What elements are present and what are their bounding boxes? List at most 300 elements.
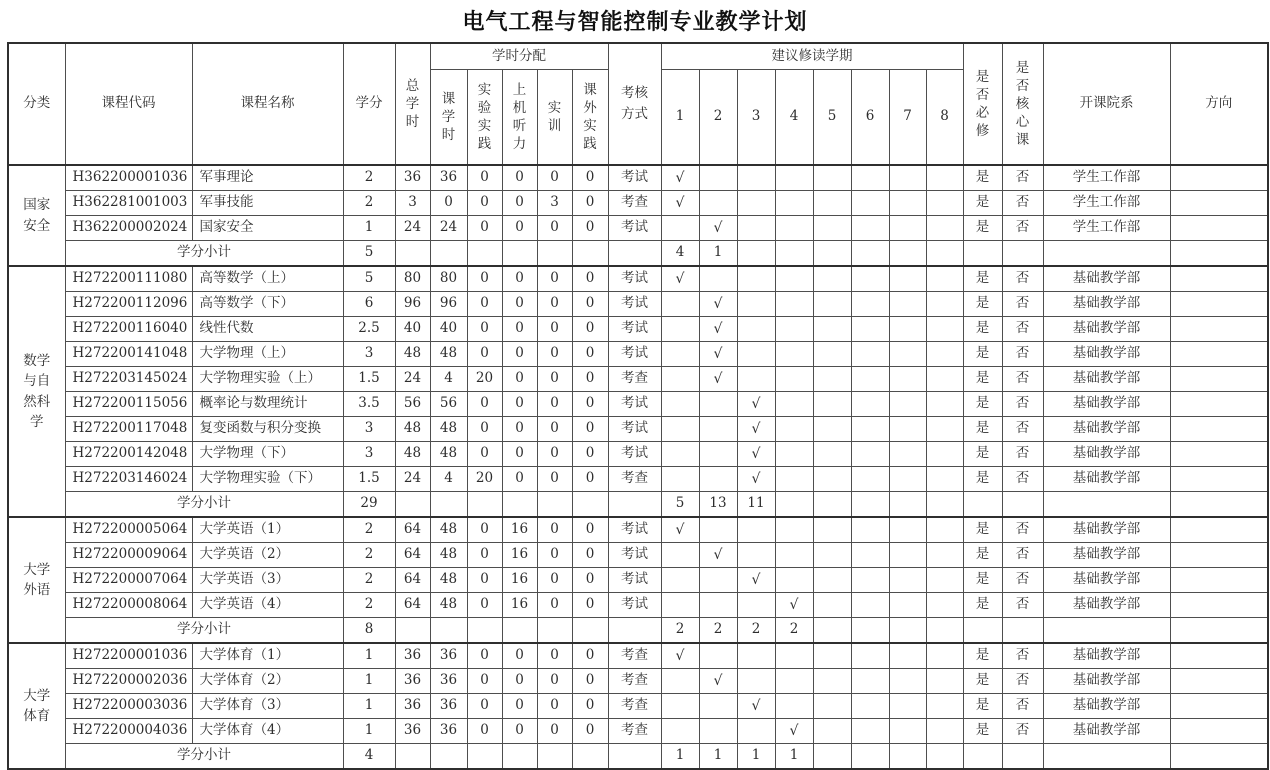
- hours-cell: 48: [430, 417, 467, 442]
- semester-cell: [851, 191, 889, 216]
- credits-cell: 1: [343, 216, 395, 241]
- semester-cell: [813, 317, 851, 342]
- col-header-semester-2: [699, 70, 737, 166]
- semester-cell: [661, 392, 699, 417]
- core-cell: 否: [1002, 719, 1043, 744]
- credits-cell: 6: [343, 292, 395, 317]
- semester-cell: [813, 165, 851, 191]
- table-body: [8, 165, 1268, 769]
- hours-cell: 0: [467, 216, 502, 241]
- col-header-practical-training: [537, 70, 572, 166]
- semester-cell: √: [737, 392, 775, 417]
- hours-cell: 48: [430, 517, 467, 543]
- hours-cell: 20: [467, 367, 502, 392]
- department-cell: 学生工作部: [1043, 216, 1170, 241]
- hours-cell: 0: [537, 669, 572, 694]
- semester-subtotal-cell: [851, 618, 889, 644]
- hours-cell: 0: [572, 417, 608, 442]
- semester-cell: [661, 593, 699, 618]
- assessment-cell: 考试: [608, 342, 661, 367]
- semester-cell: [851, 266, 889, 292]
- course-code-cell: H272200005064: [65, 517, 192, 543]
- col-header-semester-5-label: 5: [827, 108, 837, 125]
- hours-cell: 16: [502, 568, 537, 593]
- course-row: [8, 568, 1268, 593]
- semester-cell: [813, 417, 851, 442]
- credits-cell: 1: [343, 719, 395, 744]
- required-cell: 是: [963, 467, 1002, 492]
- hours-cell: 0: [572, 367, 608, 392]
- department-cell: 基础教学部: [1043, 517, 1170, 543]
- hours-cell: [572, 744, 608, 770]
- required-cell: 是: [963, 165, 1002, 191]
- semester-cell: √: [661, 191, 699, 216]
- semester-cell: [775, 317, 813, 342]
- total-hours-cell: 96: [395, 292, 430, 317]
- direction-cell: [1170, 517, 1268, 543]
- semester-subtotal-cell: [775, 241, 813, 267]
- hours-cell: 24: [430, 216, 467, 241]
- semester-subtotal-cell: 2: [775, 618, 813, 644]
- hours-cell: 0: [467, 266, 502, 292]
- course-name-cell: 大学体育（3）: [192, 694, 343, 719]
- hours-cell: 36: [430, 719, 467, 744]
- hours-cell: 0: [467, 317, 502, 342]
- core-cell: 否: [1002, 593, 1043, 618]
- semester-cell: [813, 517, 851, 543]
- direction-cell: [1170, 292, 1268, 317]
- group-header-suggested-semesters: [661, 43, 963, 70]
- course-code-cell: H362200001036: [65, 165, 192, 191]
- category-label: 大学外语: [23, 561, 51, 598]
- semester-cell: [775, 442, 813, 467]
- assessment-cell: 考试: [608, 165, 661, 191]
- semester-subtotal-cell: [737, 241, 775, 267]
- hours-cell: 0: [467, 694, 502, 719]
- department-cell: 基础教学部: [1043, 342, 1170, 367]
- total-hours-cell: 3: [395, 191, 430, 216]
- semester-cell: [661, 367, 699, 392]
- core-cell: 否: [1002, 467, 1043, 492]
- category-label: 数学与自然科学: [23, 353, 51, 430]
- direction-cell: [1170, 241, 1268, 267]
- assessment-cell: 考试: [608, 543, 661, 568]
- total-hours-cell: [395, 744, 430, 770]
- direction-cell: [1170, 618, 1268, 644]
- semester-cell: [699, 191, 737, 216]
- course-name-cell: 国家安全: [192, 216, 343, 241]
- semester-cell: [775, 367, 813, 392]
- hours-cell: 48: [430, 342, 467, 367]
- hours-cell: 0: [537, 517, 572, 543]
- department-cell: [1043, 492, 1170, 518]
- hours-cell: 0: [502, 342, 537, 367]
- semester-subtotal-cell: 2: [661, 618, 699, 644]
- department-cell: 基础教学部: [1043, 643, 1170, 669]
- semester-cell: [699, 593, 737, 618]
- semester-cell: [661, 292, 699, 317]
- semester-subtotal-cell: [775, 492, 813, 518]
- hours-cell: [502, 241, 537, 267]
- course-code-cell: H362281001003: [65, 191, 192, 216]
- hours-cell: [572, 492, 608, 518]
- col-header-total-hours: [395, 43, 430, 165]
- semester-cell: [737, 669, 775, 694]
- total-hours-cell: 64: [395, 517, 430, 543]
- semester-cell: [813, 643, 851, 669]
- hours-cell: 0: [467, 593, 502, 618]
- hours-cell: 36: [430, 669, 467, 694]
- semester-cell: [699, 568, 737, 593]
- direction-cell: [1170, 568, 1268, 593]
- hours-cell: [467, 744, 502, 770]
- required-cell: 是: [963, 568, 1002, 593]
- course-row: [8, 317, 1268, 342]
- semester-cell: [813, 367, 851, 392]
- hours-cell: 0: [537, 292, 572, 317]
- hours-cell: [572, 241, 608, 267]
- assessment-cell: 考试: [608, 442, 661, 467]
- total-hours-cell: 24: [395, 367, 430, 392]
- hours-cell: 0: [467, 191, 502, 216]
- credits-cell: 3.5: [343, 392, 395, 417]
- semester-cell: [813, 292, 851, 317]
- hours-cell: 0: [537, 568, 572, 593]
- total-hours-cell: 36: [395, 719, 430, 744]
- semester-cell: [926, 191, 963, 216]
- hours-cell: 0: [467, 568, 502, 593]
- hours-cell: [537, 744, 572, 770]
- course-code-cell: H272200002036: [65, 669, 192, 694]
- hours-cell: 16: [502, 593, 537, 618]
- department-cell: [1043, 744, 1170, 770]
- semester-cell: [737, 719, 775, 744]
- col-header-course-name: [192, 43, 343, 165]
- col-header-assessment-method: [608, 43, 661, 165]
- semester-cell: [889, 342, 926, 367]
- semester-cell: [926, 165, 963, 191]
- course-name-cell: 大学物理（上）: [192, 342, 343, 367]
- col-header-semester-5: [813, 70, 851, 166]
- semester-cell: [889, 266, 926, 292]
- hours-cell: 16: [502, 517, 537, 543]
- hours-cell: 0: [502, 392, 537, 417]
- semester-cell: [775, 342, 813, 367]
- col-header-department: [1043, 43, 1170, 165]
- semester-subtotal-cell: [926, 744, 963, 770]
- semester-cell: [813, 543, 851, 568]
- hours-cell: 0: [572, 392, 608, 417]
- hours-cell: 3: [537, 191, 572, 216]
- col-header-semester-8-label: 8: [940, 108, 949, 125]
- semester-subtotal-cell: [851, 492, 889, 518]
- course-code-cell: H272200115056: [65, 392, 192, 417]
- semester-cell: [775, 292, 813, 317]
- col-header-course-code-label: 课程代码: [101, 95, 156, 112]
- core-cell: [1002, 492, 1043, 518]
- semester-cell: [775, 568, 813, 593]
- credits-cell: 2: [343, 568, 395, 593]
- required-cell: 是: [963, 517, 1002, 543]
- department-cell: 学生工作部: [1043, 191, 1170, 216]
- hours-cell: [430, 241, 467, 267]
- assessment-cell: 考查: [608, 719, 661, 744]
- semester-cell: √: [699, 669, 737, 694]
- required-cell: [963, 744, 1002, 770]
- course-row: [8, 467, 1268, 492]
- course-code-cell: H272203145024: [65, 367, 192, 392]
- semester-cell: [851, 543, 889, 568]
- core-cell: 否: [1002, 543, 1043, 568]
- hours-cell: 0: [502, 317, 537, 342]
- semester-cell: [851, 568, 889, 593]
- semester-cell: [851, 342, 889, 367]
- table-header: [8, 43, 1268, 165]
- required-cell: 是: [963, 417, 1002, 442]
- semester-subtotal-cell: 11: [737, 492, 775, 518]
- course-name-cell: 大学物理实验（上）: [192, 367, 343, 392]
- semester-cell: [926, 392, 963, 417]
- semester-cell: [737, 292, 775, 317]
- course-name-cell: 大学体育（4）: [192, 719, 343, 744]
- hours-cell: 0: [502, 467, 537, 492]
- direction-cell: [1170, 442, 1268, 467]
- semester-subtotal-cell: [813, 618, 851, 644]
- semester-cell: √: [775, 719, 813, 744]
- col-header-department-label: 开课院系: [1079, 95, 1134, 112]
- course-code-cell: H272200141048: [65, 342, 192, 367]
- semester-cell: [699, 694, 737, 719]
- semester-cell: [889, 317, 926, 342]
- semester-cell: [737, 266, 775, 292]
- semester-cell: [813, 442, 851, 467]
- hours-cell: 0: [502, 669, 537, 694]
- semester-cell: [851, 216, 889, 241]
- semester-subtotal-cell: [926, 241, 963, 267]
- semester-cell: [775, 266, 813, 292]
- semester-subtotal-cell: [926, 492, 963, 518]
- course-row: [8, 593, 1268, 618]
- required-cell: 是: [963, 342, 1002, 367]
- semester-cell: [737, 317, 775, 342]
- semester-cell: [889, 643, 926, 669]
- hours-cell: 0: [537, 643, 572, 669]
- semester-cell: [851, 317, 889, 342]
- semester-cell: [851, 467, 889, 492]
- course-name-cell: 军事技能: [192, 191, 343, 216]
- hours-cell: 0: [537, 266, 572, 292]
- hours-cell: 48: [430, 543, 467, 568]
- semester-cell: [889, 543, 926, 568]
- hours-cell: 0: [502, 643, 537, 669]
- semester-cell: √: [737, 417, 775, 442]
- semester-cell: [661, 719, 699, 744]
- department-cell: 基础教学部: [1043, 266, 1170, 292]
- col-header-experiment-practice-label: 实验实践: [477, 81, 492, 153]
- hours-cell: [502, 492, 537, 518]
- semester-cell: [775, 694, 813, 719]
- assessment-cell: 考试: [608, 392, 661, 417]
- semester-cell: [813, 568, 851, 593]
- required-cell: 是: [963, 367, 1002, 392]
- semester-cell: [851, 719, 889, 744]
- hours-cell: 0: [572, 191, 608, 216]
- semester-cell: √: [699, 342, 737, 367]
- semester-cell: [851, 694, 889, 719]
- semester-cell: [661, 317, 699, 342]
- hours-cell: [537, 492, 572, 518]
- core-cell: 否: [1002, 643, 1043, 669]
- semester-cell: [661, 216, 699, 241]
- semester-cell: [661, 568, 699, 593]
- semester-cell: [813, 216, 851, 241]
- semester-subtotal-cell: [889, 618, 926, 644]
- core-cell: [1002, 744, 1043, 770]
- department-cell: 基础教学部: [1043, 467, 1170, 492]
- col-header-semester-3-label: 3: [751, 108, 761, 125]
- department-cell: 基础教学部: [1043, 317, 1170, 342]
- total-hours-cell: 36: [395, 165, 430, 191]
- semester-subtotal-cell: 2: [699, 618, 737, 644]
- hours-cell: 0: [572, 442, 608, 467]
- semester-cell: [926, 643, 963, 669]
- core-cell: 否: [1002, 367, 1043, 392]
- semester-cell: √: [737, 568, 775, 593]
- core-cell: 否: [1002, 191, 1043, 216]
- course-row: [8, 643, 1268, 669]
- semester-subtotal-cell: 1: [661, 744, 699, 770]
- col-header-semester-6: [851, 70, 889, 166]
- col-header-core-course-label: 是否核心课: [1015, 59, 1030, 149]
- assessment-cell: 考试: [608, 417, 661, 442]
- hours-cell: 0: [572, 643, 608, 669]
- hours-cell: 0: [537, 467, 572, 492]
- core-cell: 否: [1002, 216, 1043, 241]
- category-cell: [8, 643, 65, 769]
- total-hours-cell: 36: [395, 694, 430, 719]
- category-label: 国家安全: [23, 197, 51, 234]
- semester-subtotal-cell: 4: [661, 241, 699, 267]
- course-name-cell: 大学物理实验（下）: [192, 467, 343, 492]
- credits-cell: 3: [343, 342, 395, 367]
- hours-cell: 0: [430, 191, 467, 216]
- course-code-cell: H272200008064: [65, 593, 192, 618]
- semester-cell: [813, 342, 851, 367]
- course-code-cell: H272200117048: [65, 417, 192, 442]
- semester-cell: [926, 517, 963, 543]
- required-cell: 是: [963, 216, 1002, 241]
- col-header-direction: [1170, 43, 1268, 165]
- hours-cell: 0: [572, 669, 608, 694]
- semester-cell: [851, 669, 889, 694]
- hours-cell: 0: [572, 694, 608, 719]
- col-header-required: [963, 43, 1002, 165]
- col-header-total-hours-label: 总学时: [405, 77, 420, 131]
- credits-cell: 3: [343, 417, 395, 442]
- hours-cell: 0: [467, 719, 502, 744]
- semester-subtotal-cell: [813, 492, 851, 518]
- total-hours-cell: 64: [395, 543, 430, 568]
- hours-cell: 0: [537, 317, 572, 342]
- col-header-credits-label: 学分: [355, 95, 383, 112]
- required-cell: 是: [963, 392, 1002, 417]
- core-cell: 否: [1002, 266, 1043, 292]
- assessment-cell: 考试: [608, 216, 661, 241]
- semester-cell: [851, 442, 889, 467]
- course-code-cell: H272200111080: [65, 266, 192, 292]
- course-name-cell: 大学物理（下）: [192, 442, 343, 467]
- semester-subtotal-cell: 13: [699, 492, 737, 518]
- semester-cell: [737, 517, 775, 543]
- hours-cell: 0: [537, 442, 572, 467]
- department-cell: 基础教学部: [1043, 568, 1170, 593]
- direction-cell: [1170, 392, 1268, 417]
- hours-cell: 0: [502, 442, 537, 467]
- hours-cell: 48: [430, 593, 467, 618]
- hours-cell: 0: [572, 165, 608, 191]
- semester-cell: √: [699, 367, 737, 392]
- hours-cell: [572, 618, 608, 644]
- course-name-cell: 大学英语（2）: [192, 543, 343, 568]
- semester-cell: [737, 593, 775, 618]
- hours-cell: [430, 744, 467, 770]
- semester-cell: [699, 442, 737, 467]
- hours-cell: 0: [502, 165, 537, 191]
- direction-cell: [1170, 467, 1268, 492]
- hours-cell: 0: [467, 165, 502, 191]
- department-cell: 基础教学部: [1043, 669, 1170, 694]
- subtotal-label-cell: 学分小计: [65, 492, 343, 518]
- semester-cell: √: [699, 216, 737, 241]
- semester-cell: [661, 342, 699, 367]
- semester-subtotal-cell: 1: [737, 744, 775, 770]
- total-hours-cell: 48: [395, 442, 430, 467]
- semester-cell: √: [737, 442, 775, 467]
- semester-cell: [699, 643, 737, 669]
- semester-cell: [889, 719, 926, 744]
- category-cell: [8, 517, 65, 643]
- semester-cell: [775, 191, 813, 216]
- col-header-computer-listening: [502, 70, 537, 166]
- hours-cell: 0: [467, 342, 502, 367]
- col-header-credits: [343, 43, 395, 165]
- semester-cell: [926, 417, 963, 442]
- col-header-direction-label: 方向: [1205, 95, 1233, 112]
- hours-cell: 0: [467, 517, 502, 543]
- credits-cell: 2: [343, 543, 395, 568]
- semester-cell: [926, 467, 963, 492]
- hours-cell: 0: [502, 417, 537, 442]
- hours-cell: 0: [537, 719, 572, 744]
- course-row: [8, 165, 1268, 191]
- total-hours-cell: 80: [395, 266, 430, 292]
- semester-cell: [926, 568, 963, 593]
- core-cell: 否: [1002, 417, 1043, 442]
- semester-cell: [889, 568, 926, 593]
- hours-cell: 4: [430, 367, 467, 392]
- course-row: [8, 216, 1268, 241]
- semester-cell: [926, 216, 963, 241]
- direction-cell: [1170, 643, 1268, 669]
- total-hours-cell: 64: [395, 593, 430, 618]
- semester-subtotal-cell: [889, 492, 926, 518]
- course-row: [8, 543, 1268, 568]
- core-cell: 否: [1002, 165, 1043, 191]
- semester-cell: [813, 266, 851, 292]
- total-hours-cell: 48: [395, 342, 430, 367]
- subtotal-credits-cell: 5: [343, 241, 395, 267]
- subtotal-row: [8, 618, 1268, 644]
